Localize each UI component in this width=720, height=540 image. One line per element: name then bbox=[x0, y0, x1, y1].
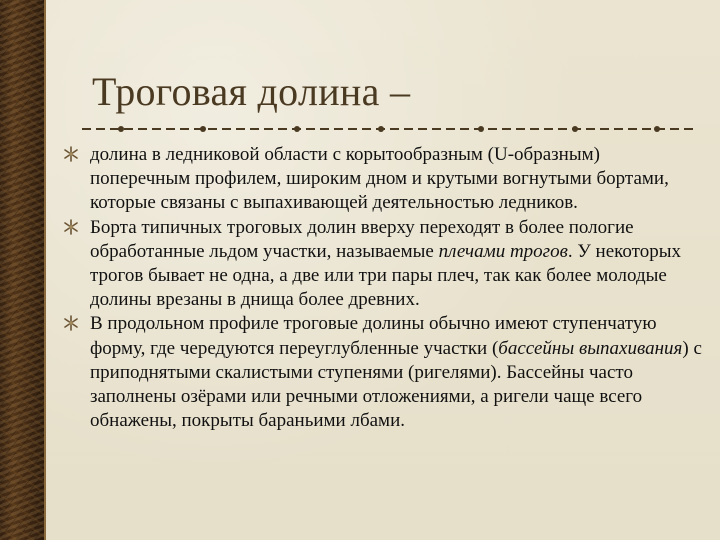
divider-dot bbox=[654, 126, 660, 132]
bullet-text: долина в ледниковой области с корытообразным (U-образным) поперечным профилем, широким дном и крутыми вогнутыми бортами, которые связаны с выпахивающей деятельностью ледников. bbox=[90, 144, 669, 214]
divider-dot bbox=[118, 126, 124, 132]
bullet-list bbox=[62, 143, 702, 433]
bullet-item bbox=[62, 312, 702, 433]
divider-dot bbox=[572, 126, 578, 132]
wood-border-strip bbox=[0, 0, 44, 540]
italic-term: бассейны выпахивания bbox=[498, 337, 683, 359]
wood-grain-texture bbox=[0, 0, 44, 540]
bullet-item bbox=[62, 143, 702, 216]
divider-dot bbox=[200, 126, 206, 132]
star-burst-bullet-icon bbox=[62, 218, 80, 236]
bullet-item bbox=[62, 216, 702, 313]
slide-title: Троговая долина – bbox=[92, 69, 411, 114]
title-divider bbox=[82, 128, 694, 130]
divider-dot bbox=[378, 126, 384, 132]
bullet-text: Борта типичных троговых долин вверху переходят в более пологие обработанные льдом участки, называемые плечами трогов. У некоторых трогов бывает не одна, а две или три пары плеч, так как более молодые долины врезаны в днища более древних. bbox=[90, 216, 681, 311]
italic-term: плечами трогов bbox=[438, 240, 568, 262]
bullet-text: В продольном профиле троговые долины обычно имеют ступенчатую форму, где чередуются переуглубленные участки (бассейны выпахивания) с приподнятыми скалистыми ступенями (ригелями). Бассейны часто заполнены озёрами или речными отложениями, а ригели чаще всего обнажены, покрыты бараньими лбами. bbox=[90, 313, 702, 432]
star-burst-bullet-icon bbox=[62, 145, 80, 163]
divider-dot bbox=[478, 126, 484, 132]
divider-dot bbox=[294, 126, 300, 132]
star-burst-bullet-icon bbox=[62, 314, 80, 332]
